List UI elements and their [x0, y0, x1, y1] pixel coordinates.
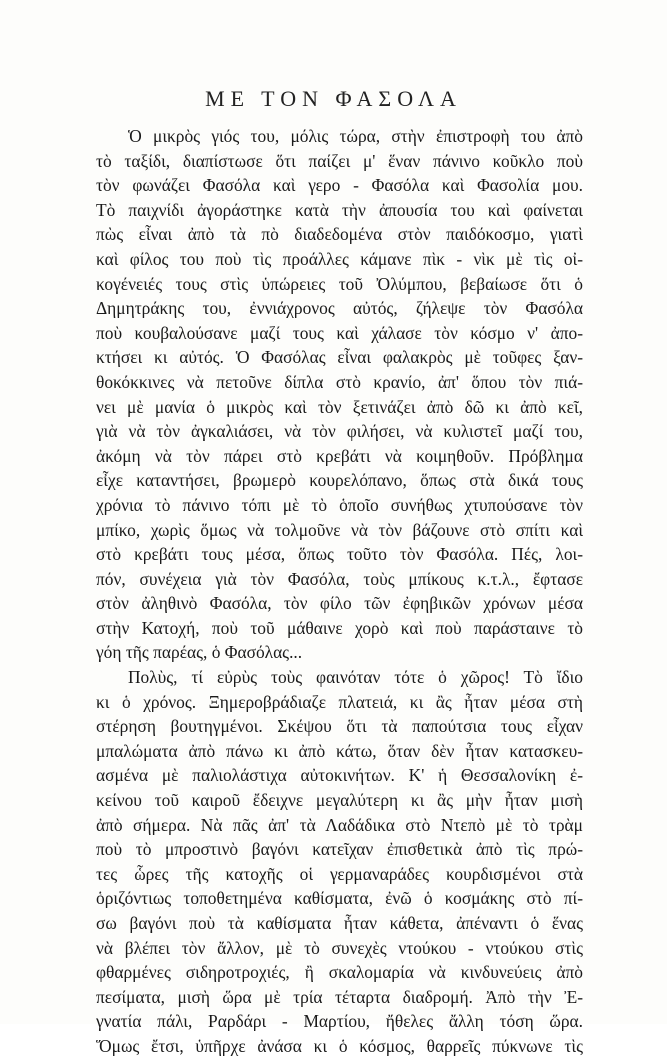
text-line: στέρηση βουτηγμένοι. Σκέψου ὅτι τὰ παπούτσια τους εἶχαν [96, 716, 583, 737]
text-line: Δημητράκης του, ἐννιάχρονος αὐτός, ζήλεψε τὸν Φασόλα [96, 298, 583, 319]
text-line: ἀκόμη νὰ τὸν πάρει στὸ κρεβάτι νὰ κοιμηθοῦν. Πρόβλημα [96, 445, 583, 466]
text-line: ασμένα μὲ παλιολάστιχα αὐτοκινήτων. Κ' ἡ Θεσσαλονίκη ἐ- [96, 765, 583, 786]
text-line: νὰ βλέπει τὸν ἄλλον, μὲ τὸ συνεχὲς ντούκου - ντούκου στὶς [96, 937, 583, 958]
text-line: γόη τῆς παρέας, ὁ Φασόλας... [96, 642, 303, 663]
chapter-title: ΜΕ ΤΟΝ ΦΑΣΟΛΑ [205, 86, 462, 111]
text-line: κι ὁ χρόνος. Ξημεροβράδιαζε πλατειά, κι ἂς ἦταν μέσα στὴ [96, 691, 583, 712]
text-line: γιὰ νὰ τὸν ἀγκαλιάσει, νὰ τὸν φιλήσει, νὰ κυλιστεῖ μαζί του, [96, 421, 583, 442]
text-line: πὼς εἶναι ἀπὸ τὰ πὸ διαδεδομένα στὸν παιδόκοσμο, γιατὶ [96, 224, 583, 245]
text-line: πεσίματα, μισὴ ὥρα μὲ τρία τέταρτα διαδρομή. Ἀπὸ τὴν Ἐ- [96, 986, 583, 1007]
text-line: καὶ φίλος του ποὺ τὶς προάλλες κάμανε πὶκ - νὶκ μὲ τὶς οἰ- [96, 248, 583, 269]
text-line: πόν, συνέχεια γιὰ τὸν Φασόλα, τοὺς μπίκους κ.τ.λ., ἔφτασε [96, 568, 583, 589]
text-line: τὸν φωνάζει Φασόλα καὶ γερο - Φασόλα καὶ Φασολία μου. [96, 175, 583, 196]
text-line: Ὁ μικρὸς γιός του, μόλις τώρα, στὴν ἐπιστροφὴ του ἀπὸ [128, 126, 583, 146]
text-line: στὸ κρεβάτι τους μέσα, ὅπως τοῦτο τὸν Φασόλα. Πές, λοι- [96, 544, 583, 565]
text-line: μπίκο, χωρὶς ὅμως νὰ τολμοῦνε νὰ τὸν βάζουνε στὸ σπίτι καὶ [96, 519, 583, 540]
text-line: στὸν ἀληθινὸ Φασόλα, τὸν φίλο τῶν ἐφηβικῶν χρόνων μέσα [96, 593, 583, 614]
text-line: κογένειές τους στὶς ὑπώρειες τοῦ Ὀλύμπου, βεβαίωσε ὅτι ὁ [96, 273, 583, 294]
text-line: γνατία πάλι, Ραρδάρι - Μαρτίου, ἤθελες ἄλλη τόση ὥρα. [96, 1011, 583, 1032]
text-line: μπαλώματα ἀπὸ πάνω κι ἀπὸ κάτω, ὅταν δὲν ἦταν κατασκευ- [96, 740, 583, 761]
text-line: θοκόκκινες νὰ πετοῦνε δίπλα στὸ κρανίο, ἀπ' ὅπου τὸν πιά- [96, 371, 583, 392]
text-line: ἀπὸ σήμερα. Νὰ πᾶς ἀπ' τὰ Λαδάδικα στὸ Ντεπὸ μὲ τὸ τρὰμ [96, 814, 583, 835]
body-text [96, 124, 583, 1059]
text-line: ὁριζόντιως τοποθετημένα καθίσματα, ἐνῶ ὁ κοσμάκης στὸ πί- [96, 888, 583, 909]
text-line: χρόνια τὸ πάνινο τόπι μὲ τὸ ὁποῖο συνήθως χτυπούσανε τὸν [96, 494, 583, 515]
text-line: κτήσει κι αὐτός. Ὁ Φασόλας εἶναι φαλακρὸς μὲ τοῦφες ξαν- [96, 347, 583, 368]
text-line: τὸ ταξίδι, διαπίστωσε ὅτι παίζει μ' ἕναν πάνινο κοῦκλο ποὺ [96, 150, 583, 171]
text-line: εἶχε καταντήσει, βρωμερὸ κουρελόπανο, ὅπως στὰ δικά τους [96, 470, 583, 491]
text-line: τες ὧρες τῆς κατοχῆς οἱ γερμαναράδες κουρδισμένοι στὰ [96, 863, 583, 884]
text-line: Ὅμως ἔτσι, ὑπῆρχε ἀνάσα κι ὁ κόσμος, θαρρεῖς πύκνωνε τὶς [96, 1035, 583, 1056]
text-line: στὴν Κατοχή, ποὺ τοῦ μάθαινε χορὸ καὶ ποὺ παράσταινε τὸ [96, 617, 583, 638]
text-line: φθαρμένες σιδηροτροχιές, ἢ σκαλομαρία νὰ κινδυνεύεις ἀπὸ [96, 962, 583, 983]
text-line: κείνου τοῦ καιροῦ ἔδειχνε μεγαλύτερη κι ἂς μὴν ἦταν μισὴ [96, 790, 583, 811]
text-line: σω βαγόνι ποὺ τὰ καθίσματα ἦταν κάθετα, ἀπέναντι ὁ ἕνας [96, 913, 583, 933]
text-line: Τὸ παιχνίδι ἀγοράστηκε κατὰ τὴν ἀπουσία του καὶ φαίνεται [96, 199, 583, 220]
text-line: ποὺ τὸ μπροστινὸ βαγόνι κατεῖχαν ἐπισθετικὰ ἀπὸ τὶς πρώ- [96, 839, 583, 860]
text-line: νει μὲ μανία ὁ μικρὸς καὶ τὸν ξετινάζει ἀπὸ δῶ κι ἀπὸ κεῖ, [96, 396, 583, 417]
text-line: ποὺ κουβαλούσανε μαζί τους καὶ χάλασε τὸν κόσμο ν' ἀπο- [96, 322, 583, 343]
text-line: Πολὺς, τί εὐρὺς τοὺς φαινόταν τότε ὁ χῶρος! Τὸ ἴδιο [128, 667, 583, 688]
